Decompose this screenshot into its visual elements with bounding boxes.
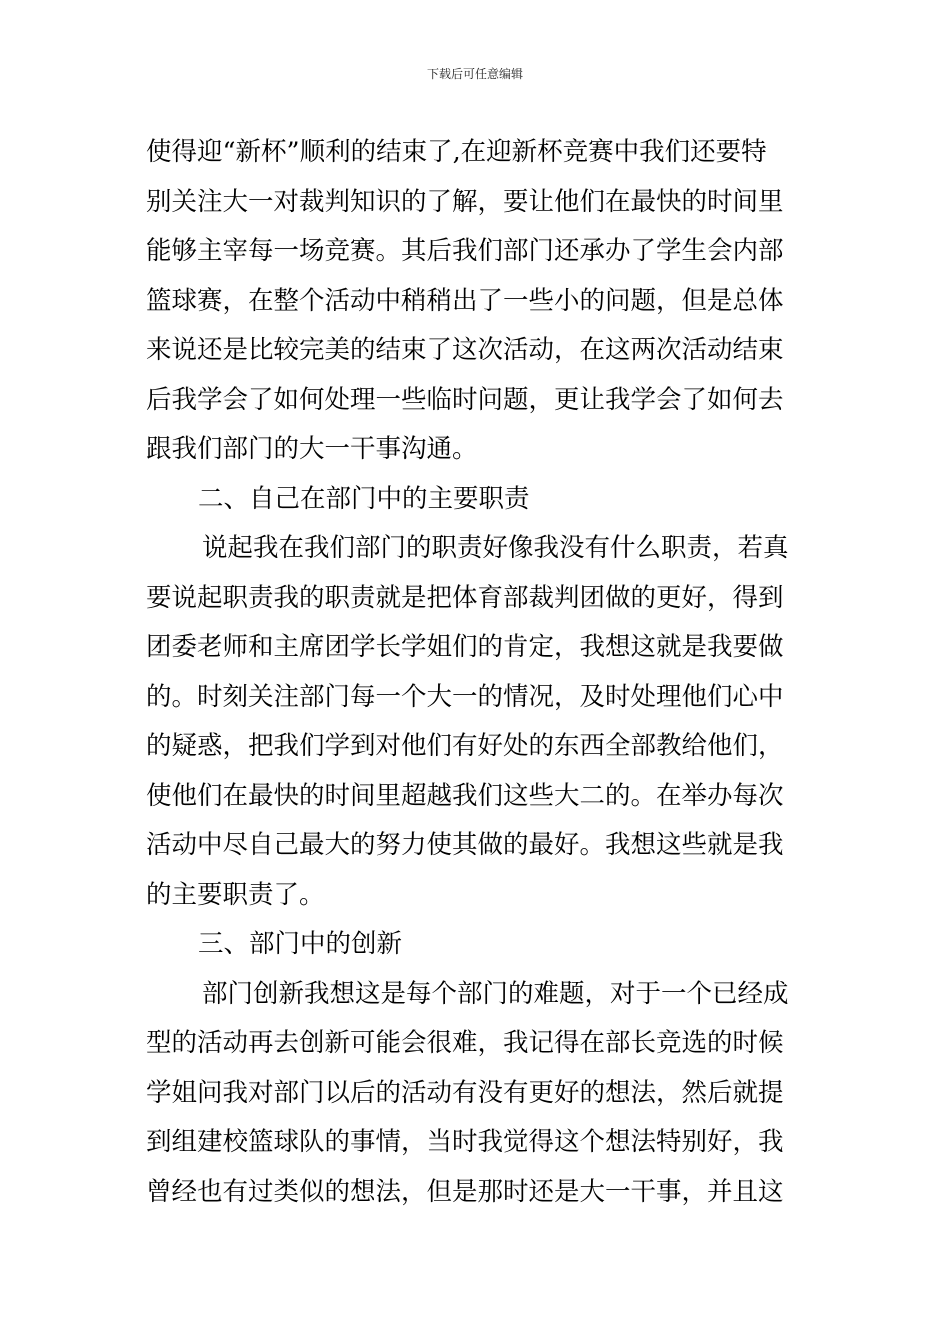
text-line: 能够主宰每一场竞赛。其后我们部门还承办了学生会内部 (146, 236, 784, 266)
text-line: 到组建校篮球队的事情，当时我觉得这个想法特别好，我 (146, 1127, 784, 1157)
text-line: 别关注大一对裁判知识的了解，要让他们在最快的时间里 (146, 186, 784, 217)
paragraph-first-line: 部门创新我想这是每个部门的难题，对于一个已经成 (202, 978, 789, 1009)
text-line: 团委老师和主席团学长学姐们的肯定，我想这就是我要做 (146, 632, 784, 662)
text-line: 后我学会了如何处理一些临时问题，更让我学会了如何去 (146, 384, 784, 415)
text-line: 曾经也有过类似的想法，但是那时还是大一干事，并且这 (146, 1176, 784, 1207)
text-line: 的疑惑，把我们学到对他们有好处的东西全部教给他们， (146, 731, 784, 761)
text-line: 学姐问我对部门以后的活动有没有更好的想法，然后就提 (146, 1077, 784, 1108)
paragraph-first-line: 说起我在我们部门的职责好像我没有什么职责，若真 (202, 533, 789, 563)
text-line: 来说还是比较完美的结束了这次活动，在这两次活动结束 (146, 335, 784, 365)
text-line: 活动中尽自己最大的努力使其做的最好。我想这些就是我 (146, 830, 784, 860)
text-line: 使他们在最快的时间里超越我们这些大二的。在举办每次 (146, 780, 784, 811)
text-line: 要说起职责我的职责就是把体育部裁判团做的更好，得到 (146, 582, 784, 613)
text-line: 跟我们部门的大一干事沟通。 (146, 434, 478, 464)
document-body (146, 128, 812, 1217)
text-line: 的。时刻关注部门每一个大一的情况，及时处理他们心中 (146, 681, 784, 712)
page-header: 下载后可任意编辑 (426, 67, 523, 81)
section-heading: 三、部门中的创新 (198, 929, 403, 959)
text-line: 型的活动再去创新可能会很难，我记得在部长竞选的时候 (146, 1028, 784, 1058)
text-line: 使得迎“新杯”顺利的结束了,在迎新杯竞赛中我们还要特 (146, 137, 767, 167)
text-line: 的主要职责了。 (146, 879, 325, 910)
section-heading: 二、自己在部门中的主要职责 (198, 483, 530, 514)
text-line: 篮球赛，在整个活动中稍稍出了一些小的问题，但是总体 (146, 285, 784, 316)
